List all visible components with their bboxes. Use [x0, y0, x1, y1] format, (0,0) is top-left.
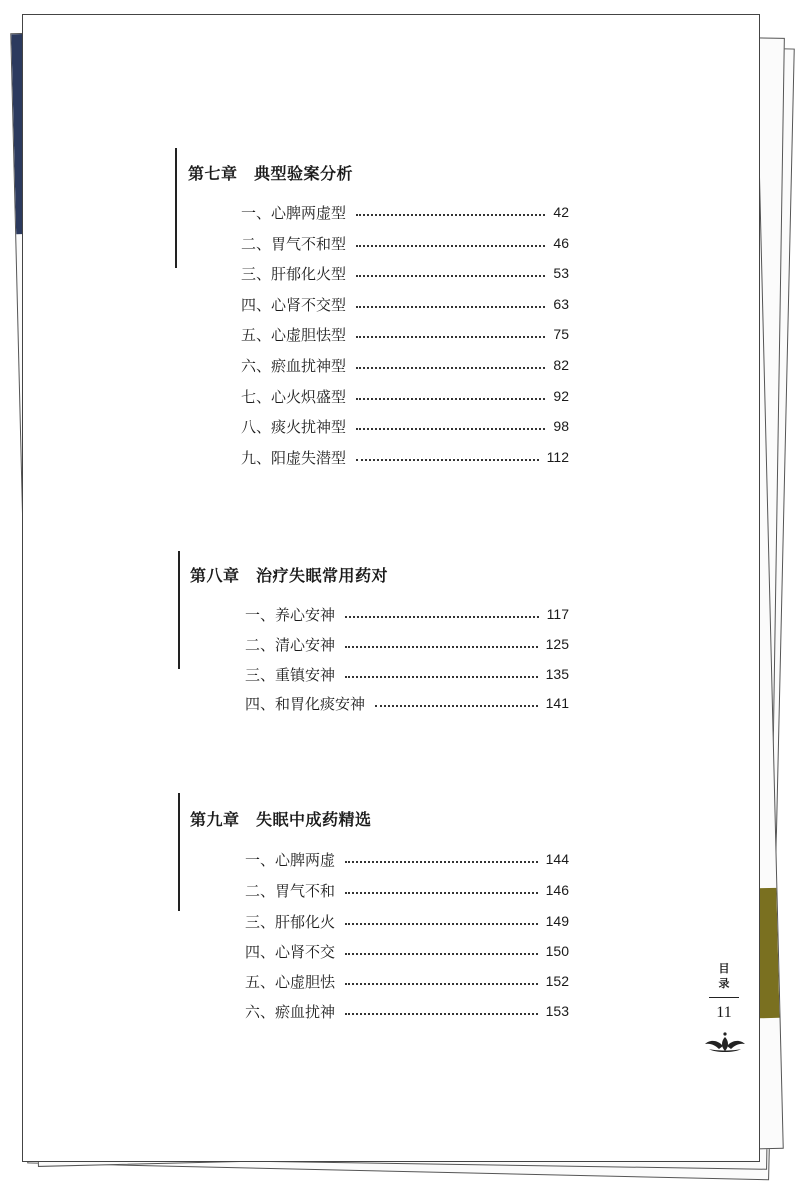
toc-entry[interactable]: [245, 1000, 569, 1022]
entry-label: 一、心脾两虚型: [241, 203, 347, 222]
toc-entry[interactable]: [245, 663, 569, 685]
entry-page: 152: [545, 973, 569, 989]
entry-page: 141: [545, 695, 569, 711]
toc-entry[interactable]: [245, 603, 569, 625]
toc-entry[interactable]: [245, 970, 569, 992]
chapter-title: 第八章 治疗失眠常用药对: [190, 566, 389, 585]
entry-page: 117: [546, 606, 569, 622]
entry-label: 三、肝郁化火: [245, 912, 336, 931]
entry-label: 五、心虚胆怯型: [241, 325, 347, 344]
entry-label: 八、痰火扰神型: [241, 417, 347, 436]
entry-label: 三、重镇安神: [245, 665, 336, 684]
toc-entry[interactable]: [241, 446, 569, 468]
dot-leader: [345, 646, 538, 648]
chapter-bar: [178, 551, 180, 669]
toc-entry[interactable]: [245, 910, 569, 932]
entry-page: 42: [553, 204, 569, 220]
dot-leader: [356, 214, 545, 216]
dot-leader: [356, 336, 545, 338]
entry-label: 二、清心安神: [245, 635, 336, 654]
dot-leader: [356, 245, 545, 247]
entry-label: 五、心虚胆怯: [245, 972, 336, 991]
entry-label: 四、心肾不交: [245, 942, 336, 961]
dot-leader: [356, 398, 545, 400]
running-head: [709, 961, 739, 1022]
entry-label: 七、心火炽盛型: [241, 387, 347, 406]
entry-label: 三、肝郁化火型: [241, 264, 347, 283]
dot-leader: [375, 705, 538, 707]
dot-leader: [345, 983, 538, 985]
entry-page: 53: [553, 265, 569, 281]
entry-label: 二、胃气不和型: [241, 234, 347, 253]
dot-leader: [356, 459, 539, 461]
dot-leader: [345, 861, 538, 863]
dot-leader: [345, 676, 538, 678]
entry-label: 四、心肾不交型: [241, 295, 347, 314]
toc-entry[interactable]: [241, 232, 569, 254]
toc-page: [22, 14, 760, 1162]
chapter-bar: [178, 793, 180, 911]
page-number: 11: [716, 1004, 732, 1021]
toc-entry[interactable]: [245, 633, 569, 655]
entry-page: 75: [553, 326, 569, 342]
entry-label: 一、养心安神: [245, 605, 336, 624]
entry-label: 四、和胃化痰安神: [245, 694, 366, 713]
entry-label: 一、心脾两虚: [245, 850, 336, 869]
entry-page: 92: [553, 388, 569, 404]
entry-page: 135: [545, 666, 569, 682]
entry-page: 46: [553, 235, 569, 251]
toc-entry[interactable]: [245, 940, 569, 962]
dot-leader: [356, 428, 545, 430]
entry-label: 六、瘀血扰神型: [241, 356, 347, 375]
entry-page: 144: [545, 851, 569, 867]
running-head-line1: 目: [718, 962, 730, 975]
entry-page: 63: [553, 296, 569, 312]
entry-label: 六、瘀血扰神: [245, 1002, 336, 1021]
running-head-line2: 录: [718, 977, 730, 990]
chapter-title: 第七章 典型验案分析: [188, 164, 354, 183]
chapter-bar: [175, 148, 177, 268]
entry-page: 98: [553, 418, 569, 434]
dot-leader: [356, 275, 545, 277]
entry-page: 146: [545, 882, 569, 898]
toc-entry[interactable]: [245, 879, 569, 901]
entry-label: 九、阳虚失潜型: [241, 448, 347, 467]
dot-leader: [345, 1013, 538, 1015]
toc-entry[interactable]: [241, 201, 569, 223]
floral-ornament-icon: [703, 1031, 747, 1057]
toc-entry[interactable]: [241, 293, 569, 315]
toc-entry[interactable]: [241, 385, 569, 407]
toc-entry[interactable]: [245, 692, 569, 714]
dot-leader: [345, 923, 538, 925]
toc-entry[interactable]: [241, 415, 569, 437]
toc-entry[interactable]: [241, 354, 569, 376]
chapter-title: 第九章 失眠中成药精选: [190, 810, 372, 829]
entry-page: 149: [545, 913, 569, 929]
entry-label: 二、胃气不和: [245, 881, 336, 900]
entry-page: 82: [553, 357, 569, 373]
toc-entry[interactable]: [241, 323, 569, 345]
entry-page: 153: [545, 1003, 569, 1019]
entry-page: 150: [545, 943, 569, 959]
entry-page: 125: [545, 636, 569, 652]
toc-entry[interactable]: [241, 262, 569, 284]
dot-leader: [345, 892, 538, 894]
running-head-rule: [709, 997, 739, 998]
dot-leader: [345, 616, 539, 618]
entry-page: 112: [546, 449, 569, 465]
dot-leader: [356, 306, 545, 308]
dot-leader: [356, 367, 545, 369]
dot-leader: [345, 953, 538, 955]
toc-entry[interactable]: [245, 848, 569, 870]
